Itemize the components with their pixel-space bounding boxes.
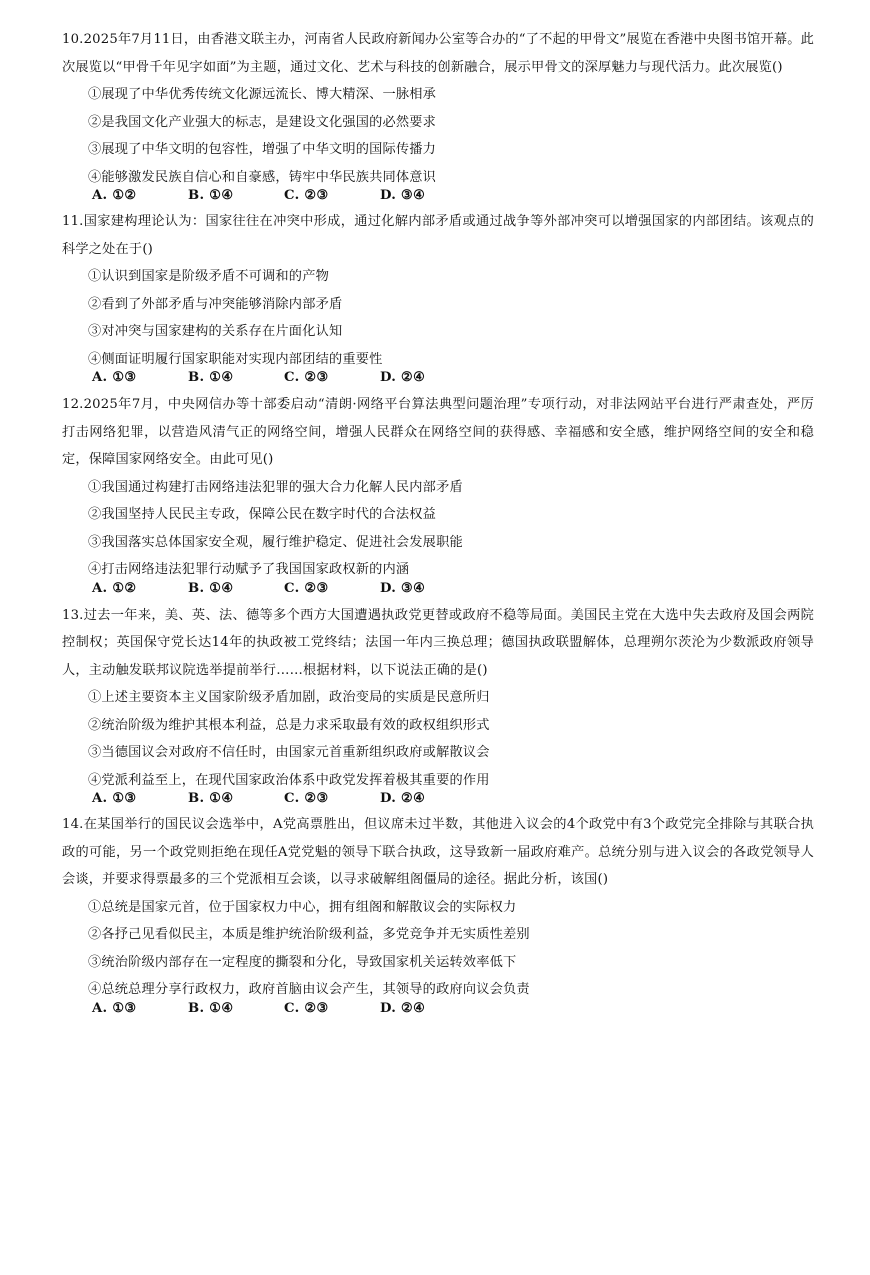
option-4: ④侧面证明履行国家职能对实现内部团结的重要性: [88, 351, 383, 367]
choice-b: B. ①④: [188, 791, 234, 806]
choice-c: C. ②③: [284, 1000, 329, 1016]
choice-d: D. ③④: [380, 188, 426, 203]
option-3: ③统治阶级内部存在一定程度的撕裂和分化，导致国家机关运转效率低下: [88, 954, 517, 970]
question-12: [62, 391, 814, 597]
choice-c: C. ②③: [284, 580, 329, 596]
answer-choices: [62, 370, 814, 386]
choice-d: D. ②④: [380, 791, 426, 806]
option-2: ②看到了外部矛盾与冲突能够消除内部矛盾: [88, 296, 343, 312]
option-1: ①展现了中华优秀传统文化源远流长、博大精深、一脉相承: [88, 87, 437, 102]
question-stem: 13.过去一年来，美、英、法、德等多个西方大国遭遇执政党更替或政府不稳等局面。美国民主党在大选中失去政府及国会两院控制权；英国保守党长达14年的执政被工党终结；法国一年内三换总理；德国执政联盟解体，总理朔尔茨沦为少数派政府领导人，主动触发联邦议院选举提前举行……根据材料，以下说法正确的是(): [62, 607, 814, 678]
answer-choices: [62, 1001, 814, 1017]
answer-choices: [62, 188, 814, 204]
option-3: ③当德国议会对政府不信任时，由国家元首重新组织政府或解散议会: [88, 745, 490, 760]
option-3: ③对冲突与国家建构的关系存在片面化认知: [88, 324, 343, 339]
option-3: ③我国落实总体国家安全观，履行维护稳定、促进社会发展职能: [88, 534, 463, 550]
choice-a: A. ①③: [92, 370, 137, 385]
option-4: ④能够激发民族自信心和自豪感，铸牢中华民族共同体意识: [88, 169, 437, 185]
question-13: [62, 602, 814, 808]
choice-d: D. ②④: [380, 370, 426, 385]
option-1: ①认识到国家是阶级矛盾不可调和的产物: [88, 269, 329, 284]
answer-choices: [62, 581, 814, 597]
answer-choices: [62, 791, 814, 807]
option-2: ②是我国文化产业强大的标志，是建设文化强国的必然要求: [88, 114, 437, 130]
choice-a: A. ①②: [92, 580, 137, 596]
choice-b: B. ①④: [188, 580, 234, 596]
choice-b: B. ①④: [188, 1000, 234, 1016]
question-stem: 12.2025年7月，中央网信办等十部委启动“清朗·网络平台算法典型问题治理”专项行动，对非法网站平台进行严肃查处，严厉打击网络犯罪，以营造风清气正的网络空间，增强人民群众在网络空间的获得感、幸福感和安全感，维护网络空间的安全和稳定，保障国家网络安全。由此可见(): [62, 397, 814, 467]
option-1: ①我国通过构建打击网络违法犯罪的强大合力化解人民内部矛盾: [88, 479, 463, 495]
choice-c: C. ②③: [284, 791, 329, 806]
question-stem: 11.国家建构理论认为：国家往往在冲突中形成，通过化解内部矛盾或通过战争等外部冲突可以增强国家的内部团结。该观点的科学之处在于(): [62, 214, 814, 257]
choice-a: A. ①③: [92, 791, 137, 806]
option-1: ①上述主要资本主义国家阶级矛盾加剧，政治变局的实质是民意所归: [88, 690, 490, 705]
exam-page: [62, 26, 814, 1017]
choice-d: D. ②④: [380, 1000, 426, 1016]
question-stem: 10.2025年7月11日，由香港文联主办，河南省人民政府新闻办公室等合办的“了不起的甲骨文”展览在香港中央图书馆开幕。此次展览以“甲骨千年见字如面”为主题，通过文化、艺术与科技的创新融合，展示甲骨文的深厚魅力与现代活力。此次展览(): [62, 32, 814, 75]
choice-b: B. ①④: [188, 370, 234, 385]
option-4: ④总统总理分享行政权力，政府首脑由议会产生，其领导的政府向议会负责: [88, 982, 530, 997]
option-2: ②统治阶级为维护其根本利益，总是力求采取最有效的政权组织形式: [88, 717, 490, 733]
choice-c: C. ②③: [284, 370, 329, 385]
question-14: [62, 811, 814, 1017]
choice-a: A. ①③: [92, 1000, 137, 1016]
choice-a: A. ①②: [92, 188, 137, 203]
choice-b: B. ①④: [188, 188, 234, 203]
choice-c: C. ②③: [284, 188, 329, 203]
choice-d: D. ③④: [380, 580, 426, 596]
question-stem: 14.在某国举行的国民议会选举中，A党高票胜出，但议席未过半数，其他进入议会的4个政党中有3个政党完全排除与其联合执政的可能，另一个政党则拒绝在现任A党党魁的领导下联合执政，这导致新一届政府难产。总统分别与进入议会的各政党领导人会谈，并要求得票最多的三个党派相互会谈，以寻求破解组阁僵局的途径。据此分析，该国(): [62, 817, 814, 887]
question-10: [62, 26, 814, 204]
option-1: ①总统是国家元首，位于国家权力中心，拥有组阁和解散议会的实际权力: [88, 899, 517, 915]
question-11: [62, 208, 814, 386]
option-4: ④打击网络违法犯罪行动赋予了我国国家政权新的内涵: [88, 562, 410, 577]
option-3: ③展现了中华文明的包容性，增强了中华文明的国际传播力: [88, 142, 437, 157]
option-2: ②我国坚持人民民主专政，保障公民在数字时代的合法权益: [88, 507, 437, 522]
option-2: ②各抒己见看似民主，本质是维护统治阶级利益，多党竞争并无实质性差别: [88, 927, 530, 942]
option-4: ④党派利益至上，在现代国家政治体系中政党发挥着极其重要的作用: [88, 772, 490, 788]
